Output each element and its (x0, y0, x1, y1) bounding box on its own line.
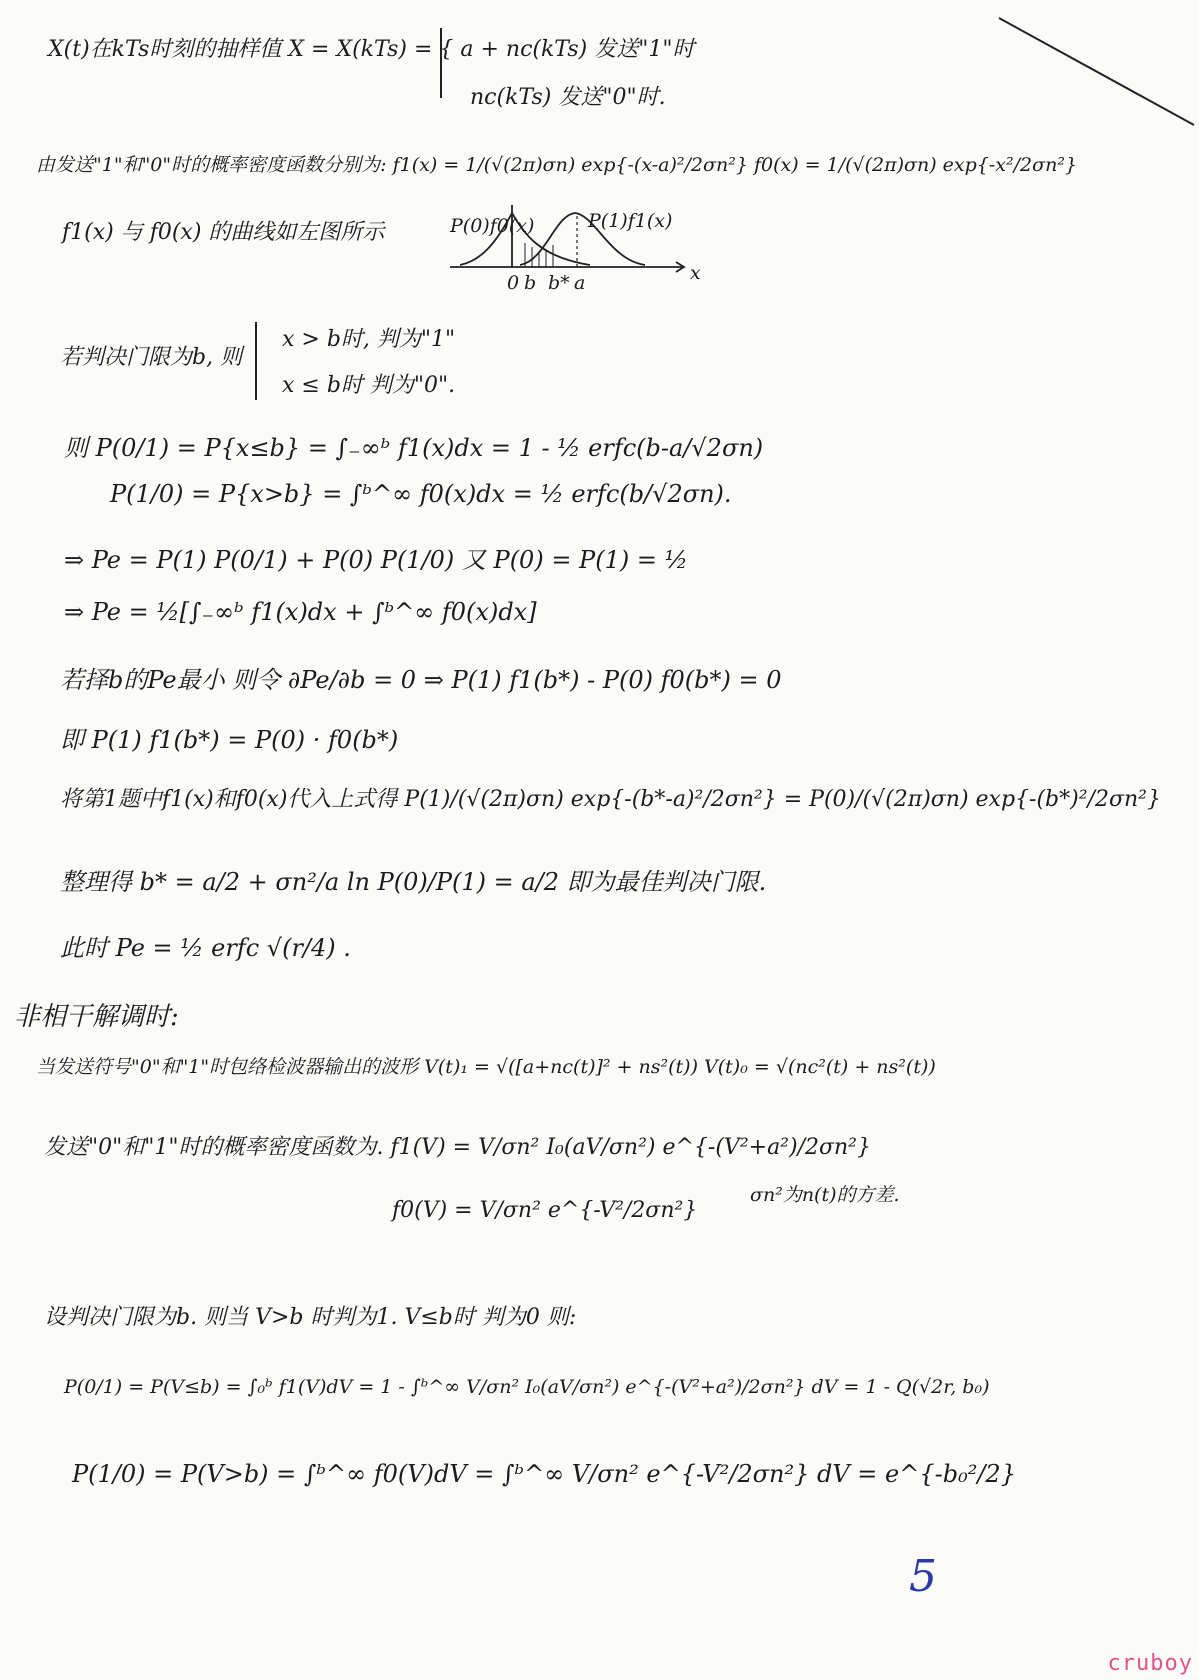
section-noncoherent: 非相干解调时: (14, 1002, 179, 1032)
line-rule-0: x ≤ b时 判为"0". (282, 373, 456, 398)
line-p10-noncoherent: P(1/0) = P(V>b) = ∫ᵇ^∞ f0(V)dV = ∫ᵇ^∞ V/σn² e^{-V²/2σn²} dV = e^{-b₀²/2} (72, 1460, 1016, 1488)
brace-2 (255, 322, 263, 400)
line-curve-note: f1(x) 与 f0(x) 的曲线如左图所示 (62, 220, 385, 245)
line-p01-noncoherent: P(0/1) = P(V≤b) = ∫₀ᵇ f1(V)dV = 1 - ∫ᵇ^∞ V/σn² I₀(aV/σn²) e^{-(V²+a²)/2σn²} dV = 1 - Q(√2r, b₀) (64, 1376, 990, 1398)
line-envelope: 当发送符号"0"和"1"时包络检波器输出的波形 V(t)₁ = √([a+nc(t)]² + ns²(t)) V(t)₀ = √(nc²(t) + ns²(t)) (36, 1056, 936, 1078)
line-pe-result: 此时 Pe = ½ erfc √(r/4) . (60, 934, 351, 962)
figure-tick-bstar: b* (548, 272, 570, 294)
line-threshold: 若判决门限为b, 则 (60, 345, 243, 370)
line-p01: 则 P(0/1) = P{x≤b} = ∫₋∞ᵇ f1(x)dx = 1 - ½ erfc(b-a/√2σn) (64, 434, 764, 462)
figure-axis-x: x (690, 262, 701, 284)
line-pdf: 由发送"1"和"0"时的概率密度函数分别为: f1(x) = 1/(√(2π)σn) exp{-(x-a)²/2σn²} f0(x) = 1/(√(2π)σn) exp{-x²/2σn²} (36, 154, 1078, 176)
line-pdf-noncoherent: 发送"0"和"1"时的概率密度函数为. f1(V) = V/σn² I₀(aV/σn²) e^{-(V²+a²)/2σn²} (44, 1135, 871, 1160)
line-p10: P(1/0) = P{x>b} = ∫ᵇ^∞ f0(x)dx = ½ erfc(b/√2σn). (110, 480, 732, 508)
line-condition: 即 P(1) f1(b*) = P(0) · f0(b*) (60, 726, 399, 754)
page-number: 5 (909, 1551, 937, 1602)
watermark: cruboy (1107, 1651, 1193, 1676)
line-sample-zero: nc(kTs) 发送"0"时. (470, 85, 666, 110)
line-sample-value: X(t)在kTs时刻的抽样值 X = X(kTs) = { a + nc(kTs) 发送"1"时 (48, 37, 695, 62)
figure-right-label: P(1)f1(x) (588, 210, 673, 232)
corner-stroke (939, 0, 1199, 130)
figure-tick-0: 0 (507, 272, 520, 294)
line-rule-1: x > b时, 判为"1" (282, 327, 456, 352)
line-pe-2: ⇒ Pe = ½[∫₋∞ᵇ f1(x)dx + ∫ᵇ^∞ f0(x)dx] (64, 598, 537, 626)
line-optimal-threshold: 整理得 b* = a/2 + σn²/a ln P(0)/P(1) = a/2 即为最佳判决门限. (60, 868, 767, 896)
line-f0v: f0(V) = V/σn² e^{-V²/2σn²} (392, 1198, 698, 1223)
figure-tick-a: a (574, 272, 586, 294)
line-minimize: 若择b的Pe最小 则令 ∂Pe/∂b = 0 ⇒ P(1) f1(b*) - P(0) f0(b*) = 0 (60, 666, 782, 694)
line-variance-note: σn²为n(t)的方差. (750, 1184, 900, 1206)
line-substitute: 将第1题中f1(x)和f0(x)代入上式得 P(1)/(√(2π)σn) exp{-(b*-a)²/2σn²} = P(0)/(√(2π)σn) exp{-(b*)²/2σn²} (60, 787, 1161, 812)
figure-tick-b: b (524, 272, 537, 294)
line-pe-1: ⇒ Pe = P(1) P(0/1) + P(0) P(1/0) 又 P(0) = P(1) = ½ (64, 546, 688, 574)
figure-left-label: P(0)f0(x) (450, 215, 535, 237)
brace-1 (440, 28, 448, 98)
line-threshold-noncoherent: 设判决门限为b. 则当 V>b 时判为1. V≤b时 判为0 则: (44, 1305, 577, 1330)
